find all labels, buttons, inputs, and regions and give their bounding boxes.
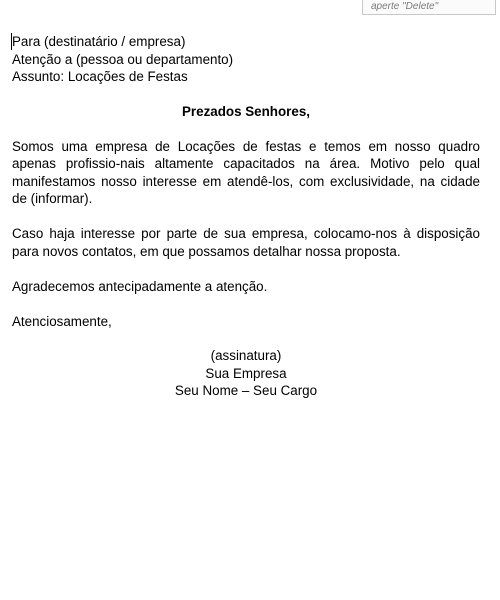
signature-block (12, 347, 480, 400)
signature-name-role: Seu Nome – Seu Cargo (174, 383, 318, 398)
delete-hint-text: aperte "Delete" (371, 1, 439, 12)
paragraph-thanks: Agradecemos antecipadamente a atenção. (12, 278, 268, 294)
attention-line: Atenção a (pessoa ou departamento) (12, 51, 234, 67)
salutation: Prezados Senhores, (181, 103, 310, 119)
subject-line: Assunto: Locações de Festas (12, 69, 188, 84)
delete-hint-box (362, 0, 496, 15)
paragraph-intro: Somos uma empresa de Locações de festas e temos em nosso quadro apenas profissio-nais altamente capacitados na área. Motivo pelo qual manifestamos nosso interesse em atendê-los, com exclusividade, na cidade de (informar). (12, 138, 480, 206)
paragraph-contact: Caso haja interesse por parte de sua empresa, colocamo-nos à disposição para novos contatos, em que possamos detalhar nossa proposta. (12, 226, 480, 259)
closing: Atenciosamente, (12, 313, 112, 329)
letter-body[interactable] (12, 33, 480, 400)
signature-company: Sua Empresa (205, 365, 287, 381)
recipient-line: Para (destinatário / empresa) (12, 34, 186, 49)
signature-placeholder: (assinatura) (210, 348, 282, 363)
